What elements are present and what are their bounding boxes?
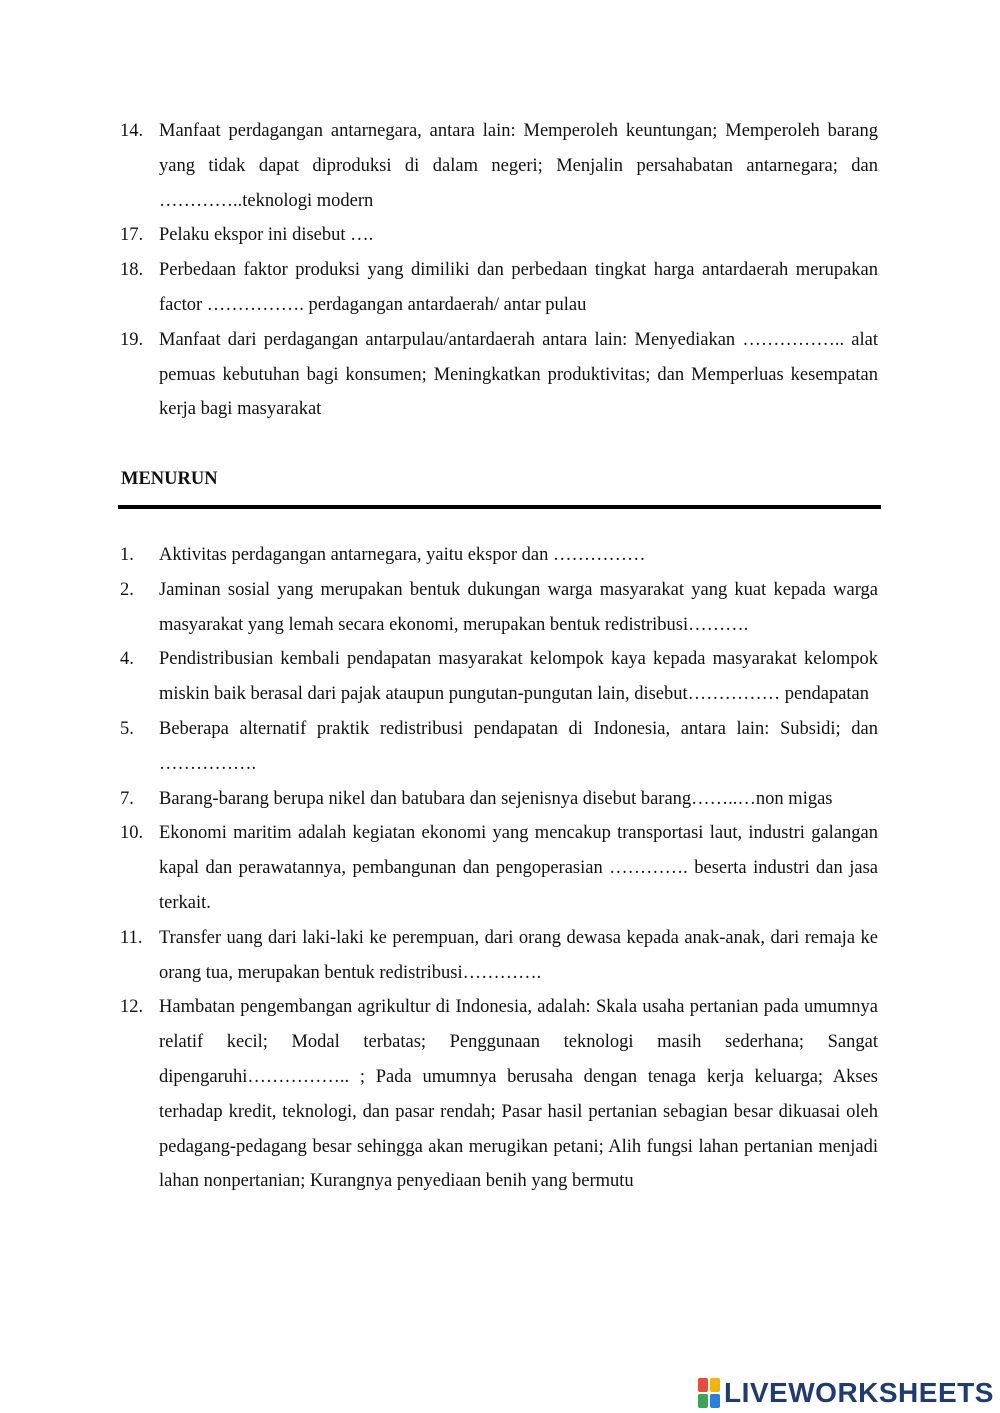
question-text: Perbedaan faktor produksi yang dimiliki dan perbedaan tingkat harga antardaerah merupakan factor ……………. perdagangan antardaerah/ antar pulau [159, 260, 878, 315]
down-question-list [120, 538, 878, 1199]
liveworksheets-wordmark: LIVEWORKSHEETS [724, 1377, 994, 1408]
question-text: Barang-barang berupa nikel dan batubara dan sejenisnya disebut barang……..…non migas [159, 788, 833, 809]
question-item [120, 921, 878, 991]
question-number: 2. [120, 579, 134, 600]
question-text: Pelaku ekspor ini disebut …. [159, 225, 374, 246]
section-heading-menurun: MENURUN [121, 469, 218, 489]
question-number: 1. [120, 545, 134, 565]
question-number: 12. [120, 997, 144, 1018]
logo-square-blue [710, 1394, 720, 1408]
liveworksheets-logo [698, 1374, 994, 1412]
question-text: Jaminan sosial yang merupakan bentuk dukungan warga masyarakat yang kuat kepada warga masyarakat yang lemah secara ekonomi, merupakan bentuk redistribusi………. [159, 579, 878, 635]
question-item [120, 114, 878, 218]
question-number: 5. [120, 718, 134, 739]
question-number: 7. [120, 788, 134, 809]
logo-square-green [698, 1394, 708, 1408]
question-text: Manfaat dari perdagangan antarpulau/antardaerah antara lain: Menyediakan …………….. alat pemuas kebutuhan bagi konsumen; Meningkatkan produktivitas; dan Memperluas kesempatan kerja bagi masyarakat [159, 329, 878, 420]
question-item [120, 816, 878, 920]
question-number: 14. [120, 121, 144, 141]
question-item [120, 642, 878, 712]
question-number: 4. [120, 649, 134, 670]
logo-square-red [698, 1378, 708, 1392]
question-item [120, 218, 878, 253]
question-text: Hambatan pengembangan agrikultur di Indonesia, adalah: Skala usaha pertanian pada umumnya relatif kecil; Modal terbatas; Penggunaan teknologi masih sederhana; Sangat dipengaruhi…………….. ; Pada umumnya berusaha dengan tenaga kerja keluarga; Akses terhadap kredit, teknologi, dan pasar rendah; Pasar hasil pertanian sebagian besar dikuasai oleh pedagang-pedagang besar sehingga akan merugikan petani; Alih fungsi lahan pertanian menjadi lahan nonpertanian; Kurangnya penyediaan benih yang bermutu [159, 997, 878, 1192]
question-item [120, 782, 878, 817]
question-item [120, 573, 878, 643]
question-text: Beberapa alternatif praktik redistribusi pendapatan di Indonesia, antara lain: Subsidi; dan ……………. [159, 718, 878, 774]
question-text: Aktivitas perdagangan antarnegara, yaitu ekspor dan …………… [159, 545, 646, 565]
question-number: 18. [120, 260, 144, 281]
question-text: Transfer uang dari laki-laki ke perempuan, dari orang dewasa kepada anak-anak, dari remaja ke orang tua, merupakan bentuk redistribusi…………. [159, 927, 878, 983]
question-item [120, 253, 878, 323]
question-item [120, 323, 878, 427]
question-text: Manfaat perdagangan antarnegara, antara lain: Memperoleh keuntungan; Memperoleh barang yang tidak dapat diproduksi di dalam negeri; Menjalin persahabatan antarnegara; dan …………..teknologi modern [159, 121, 878, 211]
question-number: 10. [120, 823, 144, 844]
question-item [120, 990, 878, 1199]
liveworksheets-mark-icon [698, 1378, 720, 1408]
question-number: 19. [120, 329, 144, 350]
across-question-list [120, 114, 878, 427]
question-number: 17. [120, 225, 144, 246]
question-item [120, 538, 878, 573]
question-number: 11. [120, 927, 143, 948]
logo-square-yellow [710, 1378, 720, 1392]
question-item [120, 712, 878, 782]
question-text: Pendistribusian kembali pendapatan masyarakat kelompok kaya kepada masyarakat kelompok miskin baik berasal dari pajak ataupun pungutan-pungutan lain, disebut…………… pendapatan [159, 649, 878, 705]
question-text: Ekonomi maritim adalah kegiatan ekonomi yang mencakup transportasi laut, industri galangan kapal dan perawatannya, pembangunan dan pengoperasian …………. beserta industri dan jasa terkait. [159, 823, 878, 913]
section-divider [118, 505, 881, 509]
